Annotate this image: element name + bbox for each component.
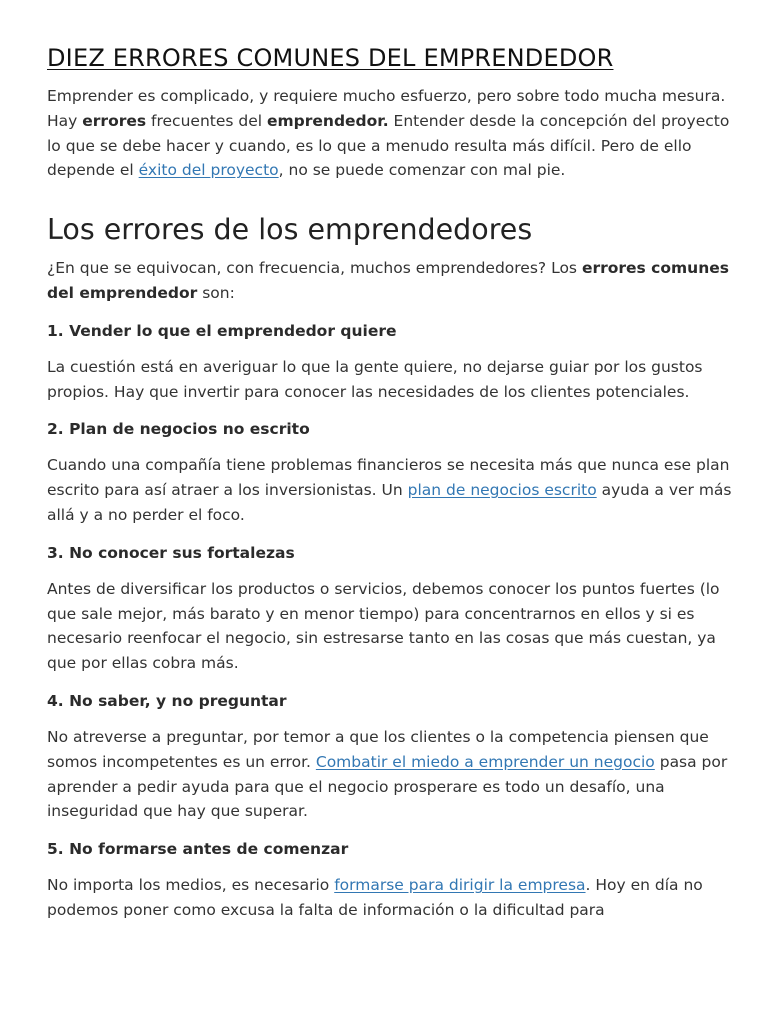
document-page bbox=[47, 40, 737, 923]
item-4-text-1: No atreverse a preguntar, por temor a que los clientes o la competencia piensen que somos incompetentes es un error. bbox=[47, 727, 709, 771]
item-4-text-2: pasa por aprender a pedir ayuda para que el negocio prosperare es todo un desafío, una inseguridad que hay que superar. bbox=[47, 752, 728, 821]
intro-text-4: , no se puede comenzar con mal pie. bbox=[278, 161, 566, 180]
document-title: DIEZ ERRORES COMUNES DEL EMPRENDEDOR bbox=[47, 44, 614, 72]
lead-bold-errores-comunes: errores comunes del emprendedor bbox=[47, 259, 729, 302]
item-text-4 bbox=[47, 725, 737, 824]
intro-bold-emprendedor: emprendedor. bbox=[267, 111, 389, 130]
intro-text-3: Entender desde la concepción del proyecto lo que se debe hacer y cuando, es lo que a menudo resulta más difícil. Pero de ello depende el bbox=[47, 111, 730, 180]
item-heading-4: 4. No saber, y no preguntar bbox=[47, 691, 287, 710]
link-combatir-el-miedo[interactable]: Combatir el miedo a emprender un negocio bbox=[315, 752, 655, 771]
item-2-text-1: Cuando una compañía tiene problemas financieros se necesita más que nunca ese plan escrito para así atraer a los inversionistas. Un bbox=[47, 456, 730, 500]
item-heading-1: 1. Vender lo que el emprendedor quiere bbox=[47, 321, 397, 340]
item-heading-5: 5. No formarse antes de comenzar bbox=[47, 840, 349, 859]
item-heading-2: 2. Plan de negocios no escrito bbox=[47, 420, 310, 439]
item-5-text-2: . Hoy en día no podemos poner como excusa la falta de información o la dificultad para bbox=[47, 876, 703, 919]
item-text-2 bbox=[47, 453, 737, 527]
item-5-text-1: No importa los medios, es necesario bbox=[47, 876, 335, 895]
section-heading: Los errores de los emprendedores bbox=[47, 213, 533, 247]
link-formarse-para-dirigir[interactable]: formarse para dirigir la empresa bbox=[334, 876, 586, 895]
intro-text-2: frecuentes del bbox=[146, 111, 267, 130]
item-2-text-2: ayuda a ver más allá y a no perder el foco. bbox=[47, 481, 732, 524]
lead-text-2: son: bbox=[197, 283, 235, 302]
link-exito-del-proyecto[interactable]: éxito del proyecto bbox=[138, 161, 279, 180]
intro-paragraph bbox=[47, 84, 737, 183]
intro-text-1: Emprender es complicado, y requiere mucho esfuerzo, pero sobre todo mucha mesura. Hay bbox=[47, 87, 726, 130]
item-text-3: Antes de diversificar los productos o servicios, debemos conocer los puntos fuertes (lo que sale mejor, más barato y en menor tiempo) para concentrarnos en ellos y si es necesario reenfocar el negocio, sin estresarse tanto en las cosas que más cuestan, ya que por ellas cobra más. bbox=[47, 579, 720, 673]
lead-paragraph bbox=[47, 256, 737, 306]
link-plan-de-negocios[interactable]: plan de negocios escrito bbox=[407, 481, 597, 500]
intro-bold-errores: errores bbox=[82, 111, 147, 130]
item-text-5 bbox=[47, 873, 737, 923]
lead-text-1: ¿En que se equivocan, con frecuencia, muchos emprendedores? Los bbox=[47, 259, 582, 278]
item-heading-3: 3. No conocer sus fortalezas bbox=[47, 543, 295, 562]
item-text-1: La cuestión está en averiguar lo que la gente quiere, no dejarse guiar por los gustos propios. Hay que invertir para conocer las necesidades de los clientes potenciales. bbox=[47, 357, 703, 401]
